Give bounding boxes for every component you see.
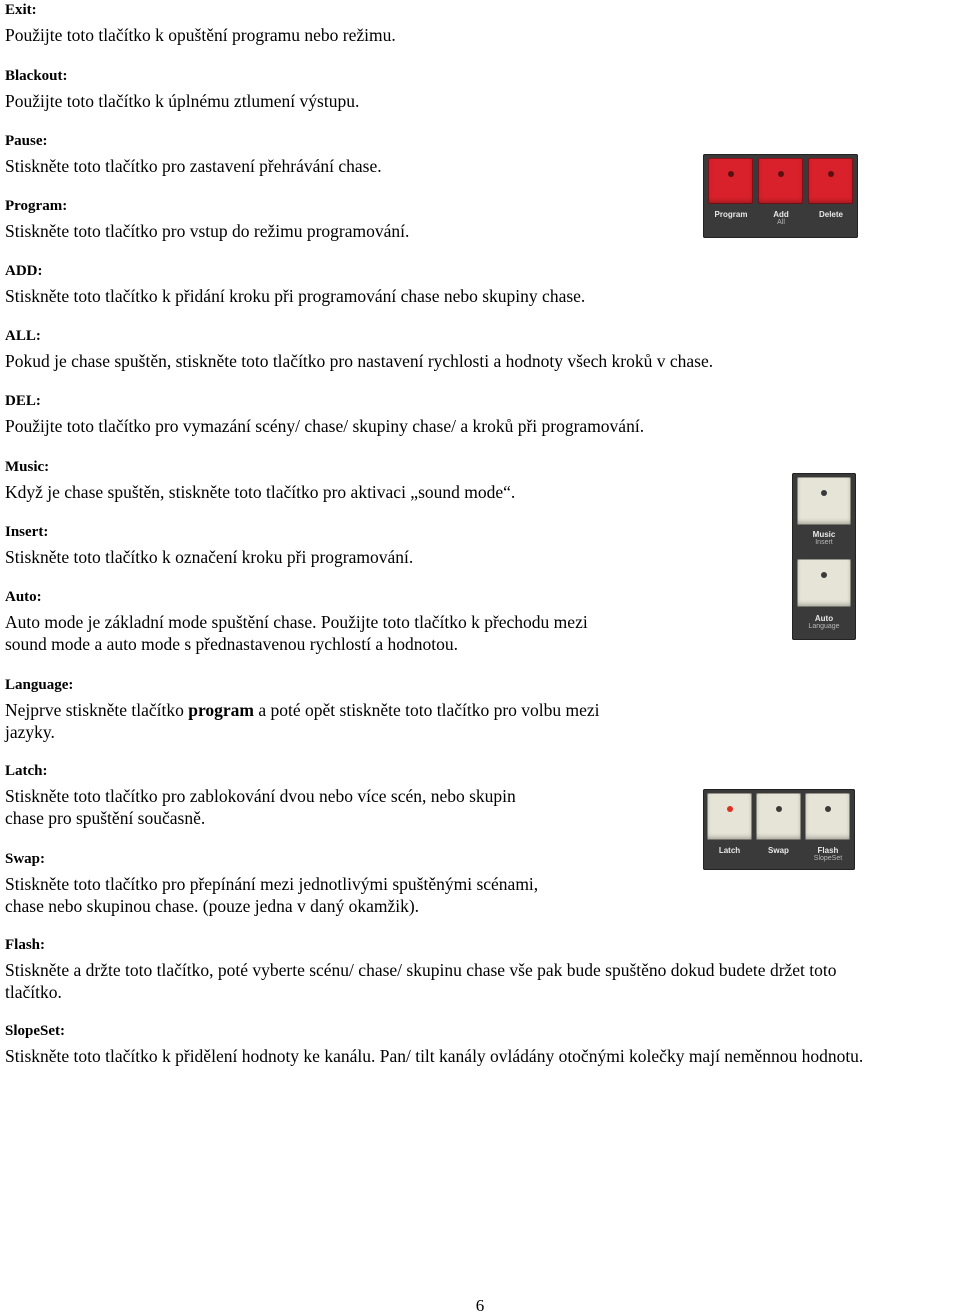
button-label-main: Program (714, 210, 748, 219)
latch-button[interactable] (707, 793, 752, 840)
led-indicator (821, 572, 827, 578)
program-button[interactable] (708, 158, 753, 204)
term-description: Použijte toto tlačítko k opuštění programu nebo režimu. (5, 25, 396, 45)
led-indicator (778, 171, 784, 177)
term-label: DEL: (5, 393, 41, 409)
latch-button-label (705, 846, 754, 855)
entry-pause (5, 133, 382, 177)
description-line: Stiskněte a držte toto tlačítko, poté vyberte scénu/ chase/ skupinu chase vše pak bude spuštěno dokud budete držet toto (5, 960, 837, 980)
led-indicator-active (727, 806, 733, 812)
term-label: Exit: (5, 2, 37, 18)
description-emphasis: program (188, 700, 254, 720)
music-auto-panel (792, 473, 856, 640)
description-text: Nejprve stiskněte tlačítko (5, 700, 189, 720)
entry-swap (5, 851, 538, 917)
term-label: Pause: (5, 133, 48, 149)
term-label: Latch: (5, 763, 48, 779)
description-line: chase pro spuštění současně. (5, 808, 206, 828)
term-description (5, 611, 588, 655)
delete-button[interactable] (808, 158, 853, 204)
button-label-sub: Language (808, 623, 840, 630)
entry-blackout (5, 68, 359, 112)
description-line: Stiskněte toto tlačítko pro zablokování dvou nebo více scén, nebo skupin (5, 786, 516, 806)
page-number: 6 (475, 1296, 485, 1315)
term-description (5, 959, 837, 1003)
description-line: jazyky. (5, 722, 55, 742)
term-label: Blackout: (5, 68, 68, 84)
latch-swap-flash-panel (703, 789, 855, 870)
term-description: Stiskněte toto tlačítko pro vstup do režimu programování. (5, 221, 410, 241)
entry-add (5, 263, 585, 307)
term-label: Insert: (5, 524, 49, 540)
delete-button-label (806, 210, 856, 219)
flash-button[interactable] (805, 793, 850, 840)
entry-latch (5, 763, 516, 829)
button-label-sub: Insert (815, 539, 833, 546)
term-description (5, 785, 516, 829)
swap-button[interactable] (756, 793, 801, 840)
entry-language (5, 677, 600, 743)
swap-button-label (754, 846, 803, 855)
term-description: Stiskněte toto tlačítko k označení kroku při programování. (5, 547, 414, 567)
term-label: SlopeSet: (5, 1023, 65, 1039)
flash-button-label (803, 846, 853, 863)
button-label-sub: SlopeSet (813, 855, 843, 862)
button-label-main: Flash (817, 846, 839, 855)
entry-flash (5, 937, 837, 1003)
term-label: ALL: (5, 328, 41, 344)
description-text: a poté opět stiskněte toto tlačítko pro volbu mezi (254, 700, 600, 720)
term-description: Stiskněte toto tlačítko pro zastavení přehrávání chase. (5, 156, 382, 176)
term-description: Použijte toto tlačítko pro vymazání scény/ chase/ skupiny chase/ a kroků při programování. (5, 416, 645, 436)
add-button[interactable] (758, 158, 803, 204)
term-label: Music: (5, 459, 50, 475)
entry-exit (5, 2, 396, 46)
term-label: Auto: (5, 589, 42, 605)
led-indicator (728, 171, 734, 177)
term-description: Stiskněte toto tlačítko k přidělení hodnoty ke kanálu. Pan/ tilt kanály ovládány otočnými kolečky mají neměnnou hodnotu. (5, 1046, 864, 1066)
term-description: Pokud je chase spuštěn, stiskněte toto tlačítko pro nastavení rychlosti a hodnoty všech kroků v chase. (5, 351, 714, 371)
term-description (5, 699, 600, 743)
description-line: chase nebo skupinou chase. (pouze jedna v daný okamžik). (5, 896, 420, 916)
button-label-main: Auto (814, 614, 834, 623)
term-description: Stiskněte toto tlačítko k přidání kroku při programování chase nebo skupiny chase. (5, 286, 586, 306)
button-label-main: Latch (718, 846, 741, 855)
entry-all (5, 328, 713, 372)
description-line (5, 699, 600, 721)
term-description: Když je chase spuštěn, stiskněte toto tlačítko pro aktivaci „sound mode“. (5, 482, 516, 502)
auto-button[interactable] (797, 559, 851, 607)
entry-del (5, 393, 644, 437)
led-indicator (821, 490, 827, 496)
button-label-main: Swap (768, 846, 789, 855)
term-label: ADD: (5, 263, 43, 279)
term-label: Swap: (5, 851, 46, 867)
description-line: Stiskněte toto tlačítko pro přepínání mezi jednotlivými spuštěnými scénami, (5, 874, 539, 894)
entry-insert (5, 524, 413, 568)
add-button-label (756, 210, 806, 227)
music-button[interactable] (797, 477, 851, 525)
music-button-label (794, 530, 854, 547)
button-label-main: Music (812, 530, 836, 539)
program-button-label (706, 210, 756, 219)
entry-slopeset (5, 1023, 863, 1067)
entry-auto (5, 589, 588, 655)
term-description (5, 873, 538, 917)
description-line: tlačítko. (5, 982, 62, 1002)
term-description: Použijte toto tlačítko k úplnému ztlumení výstupu. (5, 91, 360, 111)
entry-music (5, 459, 515, 503)
led-indicator (776, 806, 782, 812)
button-label-main: Add (773, 210, 789, 219)
auto-button-label (794, 614, 854, 631)
term-label: Flash: (5, 937, 46, 953)
description-line: Auto mode je základní mode spuštění chase. Použijte toto tlačítko k přechodu mezi (5, 612, 588, 632)
button-label-sub: All (777, 219, 785, 226)
term-label: Program: (5, 198, 68, 214)
term-label: Language: (5, 677, 74, 693)
led-indicator (828, 171, 834, 177)
description-line: sound mode a auto mode s přednastavenou rychlostí a hodnotou. (5, 634, 458, 654)
button-label-main: Delete (818, 210, 843, 219)
program-add-delete-panel (703, 154, 858, 238)
led-indicator (825, 806, 831, 812)
entry-program (5, 198, 409, 242)
